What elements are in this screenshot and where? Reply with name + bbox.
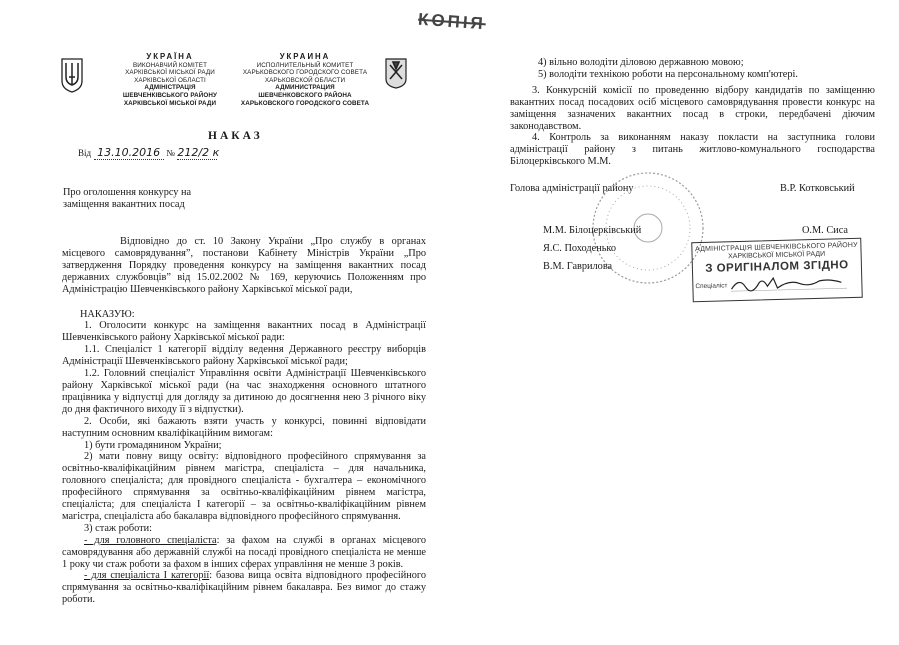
right-paragraph-4: 4. Контроль за виконанням наказу покласти на заступника голови адміністрації району з питань житлово-комунального господарства Білоцерківського М.М. [510, 132, 875, 168]
stamp-line: Спеціаліст [695, 282, 728, 291]
header-right [240, 53, 370, 107]
intro-paragraph: Відповідно до ст. 10 Закону України „Про службу в органах місцевого самоврядування”, постанови Кабінету Міністрів України „Про затвердження Порядку проведення конкурсу на заміщення вакантних посад державних службовців” від 15.02.2002 № 169, керуючись Положенням про Адміністрацію Шевченківського району Харківської міської ради, [62, 236, 426, 295]
paragraph-2-3a-label: - для головного спеціаліста [84, 534, 217, 546]
date-value: 13.10.2016 [94, 147, 164, 160]
paragraph-2-1: 1) бути громадянином України; [84, 439, 222, 451]
header-right-country: УКРАИНА [279, 52, 331, 61]
approval-3: В.М. Гаврилова [543, 261, 613, 272]
body-left [62, 236, 426, 606]
header-right-line: ШЕВЧЕНКОВСКОГО РАЙОНА [258, 91, 352, 99]
paragraph-2-3: 3) стаж роботи: [84, 522, 153, 534]
stamp-main-line: З ОРИГІНАЛОМ ЗГІДНО [705, 259, 849, 275]
city-emblem-icon [385, 57, 407, 89]
right-item-5: 5) володіти технікою роботи на персональному комп'ютері. [538, 68, 798, 80]
paragraph-2-3b-text: : базова вища освіта відповідного професійного спрямування за освітньо-кваліфікаційним рівнем бакалавра. Без вимог до стажу роботи. [62, 570, 426, 606]
copy-stamp: КОПІЯ [417, 9, 487, 34]
header-left-line: ВИКОНАВЧИЙ КОМІТЕТ [132, 61, 208, 69]
subject [63, 187, 191, 211]
paragraph-2-2: 2) мати повну вищу освіту: відповідного професійного спрямування за освітньо-кваліфікаційним рівнем магістра, спеціаліста – для начальника, головного спеціаліста; для провідного спеціаліста - бухгалтера – економічного професійного спрямування за освітньо-кваліфікаційним рівнем магістра, спеціаліста; для спеціаліста I категорії – за освітньо-кваліфікаційним рівнем магістра, спеціаліста або бакалавра відповідного професійного спрямування. [62, 451, 426, 522]
header-right-line: ХАРЬКОВСКОГО ГОРОДСКОГО СОВЕТА [242, 69, 368, 77]
paragraph-2-3a-text: : за фахом на службі в органах місцевого самоврядування або державній службі на посаді провідного спеціаліста не менше 1 року чи стаж роботи за фахом в інших сферах управління не менше 3 років. [62, 534, 426, 570]
header-left [110, 53, 230, 107]
certified-copy-stamp [691, 238, 863, 302]
header-left-line: ХАРКІВСЬКОЇ ОБЛАСТІ [134, 76, 206, 84]
nakazuyu-heading: НАКАЗУЮ: [80, 308, 135, 320]
right-paragraph-3: 3. Конкурсній комісії по проведенню відбору кандидатів по заміщенню вакантних посад посадових осіб місцевого самоврядування провести конкурс на заміщення зазначених вакантних посад в строки, передбачені діючим законодавством. [510, 84, 875, 132]
approval-4: О.М. Сиса [802, 225, 848, 236]
paragraph-1: 1. Оголосити конкурс на заміщення вакантних посад в Адміністрації Шевченківського району Харківської міської ради: [62, 320, 426, 344]
header-right-line: АДМИНИСТРАЦИЯ [275, 84, 335, 92]
number-prefix: № [166, 148, 175, 158]
trident-emblem-icon [60, 57, 84, 93]
doc-type-title: НАКАЗ [208, 130, 263, 142]
approval-2: Я.С. Походенько [543, 243, 617, 254]
header-left-line: ШЕВЧЕНКІВСЬКОГО РАЙОНУ [122, 91, 218, 99]
header-right-line: ИСПОЛНИТЕЛЬНЫЙ КОМИТЕТ [256, 61, 354, 69]
date-prefix: Від [78, 148, 92, 158]
header-right-line: ХАРЬКОВСКОЙ ОБЛАСТИ [264, 76, 346, 84]
body-right [510, 57, 875, 168]
number-value: 212/2 к [177, 146, 220, 159]
subject-line: заміщення вакантних посад [63, 198, 185, 210]
paragraph-1-2: 1.2. Головний спеціаліст Управління освіти Адміністрації Шевченківського району Харківської міської ради (на час знаходження основного штатного працівника у відпустці для догляду за дитиною до досягнення нею 3 річного віку до дня фактичного виходу її з відпустки). [62, 368, 426, 415]
right-item-4: 4) вільно володіти діловою державною мовою; [538, 57, 744, 68]
subject-line: Про оголошення конкурсу на [63, 187, 192, 198]
signature-title: Голова адміністрації району [510, 183, 634, 194]
date-number-line [78, 146, 220, 160]
header-left-line: ХАРКІВСЬКОЇ МІСЬКОЇ РАДИ [123, 99, 217, 107]
header-left-line: ХАРКІВСЬКОЇ МІСЬКОЇ РАДИ [125, 69, 215, 77]
header-left-line: АДМІНІСТРАЦІЯ [144, 84, 196, 92]
header-right-line: ХАРЬКОВСКОГО ГОРОДСКОГО СОВЕТА [240, 99, 370, 107]
paragraph-2-3b-label: - для спеціаліста I категорії [84, 570, 210, 582]
paragraph-2-3b [62, 570, 426, 606]
approval-1: М.М. Білоцерківський [543, 225, 642, 236]
signature-name: В.Р. Котковський [780, 183, 855, 194]
paragraph-1-1: 1.1. Спеціаліст 1 категорії відділу ведення Державного реєстру виборців Адміністрації Шевченківського району Харківської міської ради; [62, 344, 426, 368]
stamp-line: АДМІНІСТРАЦІЯ ШЕВЧЕНКІВСЬКОГО РАЙОНУ [694, 241, 858, 254]
header-left-country: УКРАЇНА [146, 52, 194, 61]
paragraph-2-3a [62, 535, 426, 571]
stamp-line: ХАРКІВСЬКОЇ МІСЬКОЇ РАДИ [727, 250, 826, 261]
handwritten-signature-icon [729, 272, 850, 298]
paragraph-2: 2. Особи, які бажають взяти участь у конкурсі, повинні відповідати наступним основним кваліфікаційним вимогам: [62, 415, 426, 439]
